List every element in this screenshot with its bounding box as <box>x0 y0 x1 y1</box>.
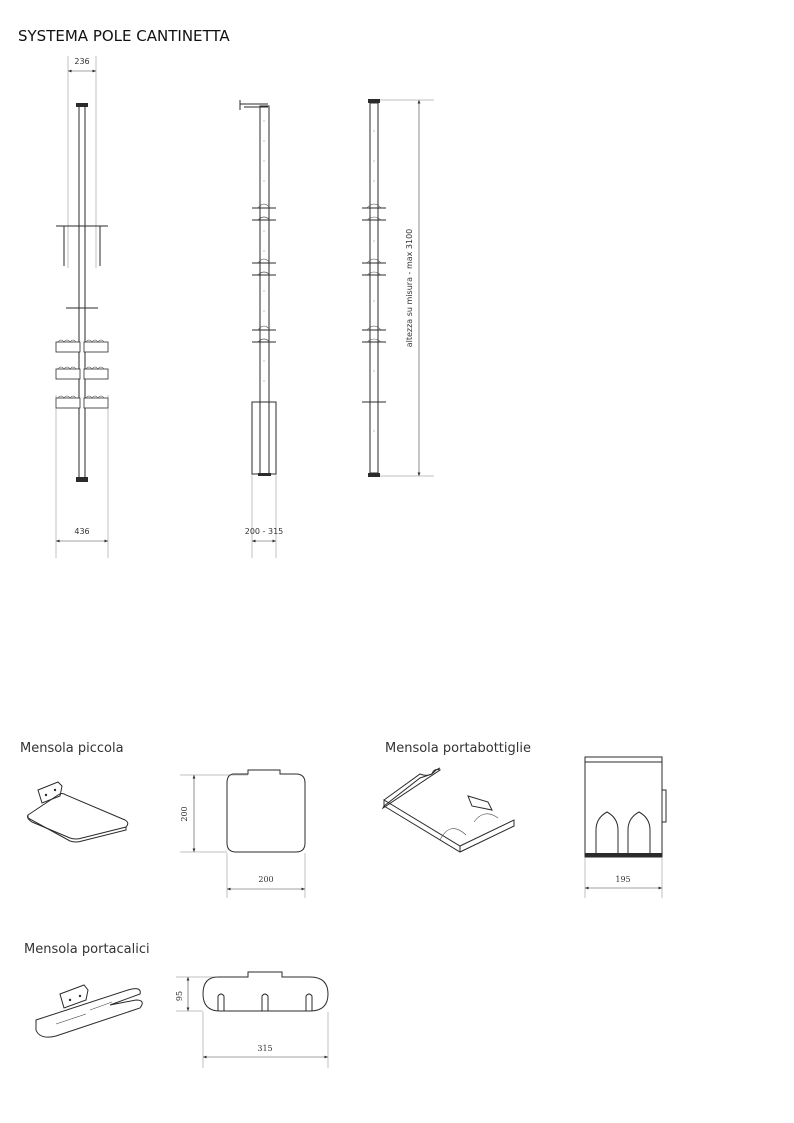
bottle-holder-width-label: 195 <box>615 875 631 884</box>
small-shelf-height-label: 200 <box>180 806 189 822</box>
bottle-holder-front-view <box>585 757 666 898</box>
side-bracket-3 <box>252 326 276 342</box>
side-bracket-1 <box>252 204 276 220</box>
side-lower-box <box>252 402 276 474</box>
front-pole <box>79 106 85 478</box>
small-shelf-width-label: 200 <box>258 875 274 884</box>
page-title: SYSTEMA POLE CANTINETTA <box>18 27 230 45</box>
profile-height-label: altezza su misura - max 3100 <box>405 228 414 348</box>
side-depth-label: 200 - 315 <box>244 527 284 536</box>
profile-bracket-2 <box>362 259 386 275</box>
front-view-drawing <box>56 56 108 558</box>
bottle-holder-title: Mensola portabottiglie <box>385 741 531 756</box>
glass-holder-top-view <box>175 972 328 1068</box>
glass-holder-title: Mensola portacalici <box>24 942 150 957</box>
side-depth-dimension <box>245 474 284 558</box>
front-shelf-2 <box>56 367 108 379</box>
small-shelf-title: Mensola piccola <box>20 741 124 756</box>
front-shelf-3 <box>56 396 108 408</box>
small-shelf-top-view <box>180 770 305 898</box>
side-pole <box>260 106 269 474</box>
small-shelf-isometric <box>28 782 128 842</box>
front-top-width-label: 236 <box>74 57 90 66</box>
side-bracket-2 <box>252 259 276 275</box>
front-bottom-dimension <box>56 395 108 558</box>
front-top-dimension <box>68 56 96 268</box>
front-shelf-1 <box>56 340 108 352</box>
profile-height-dimension <box>380 100 434 476</box>
profile-bracket-3 <box>362 326 386 342</box>
front-bottom-width-label: 436 <box>74 527 90 536</box>
glass-holder-height-label: 95 <box>175 990 184 1002</box>
side-view-drawing <box>240 100 283 558</box>
glass-holder-isometric <box>36 985 142 1037</box>
profile-pole <box>370 103 378 473</box>
glass-holder-width-label: 315 <box>257 1044 273 1053</box>
profile-view-drawing <box>362 99 434 477</box>
bottle-holder-isometric <box>383 768 514 852</box>
profile-bracket-1 <box>362 204 386 220</box>
